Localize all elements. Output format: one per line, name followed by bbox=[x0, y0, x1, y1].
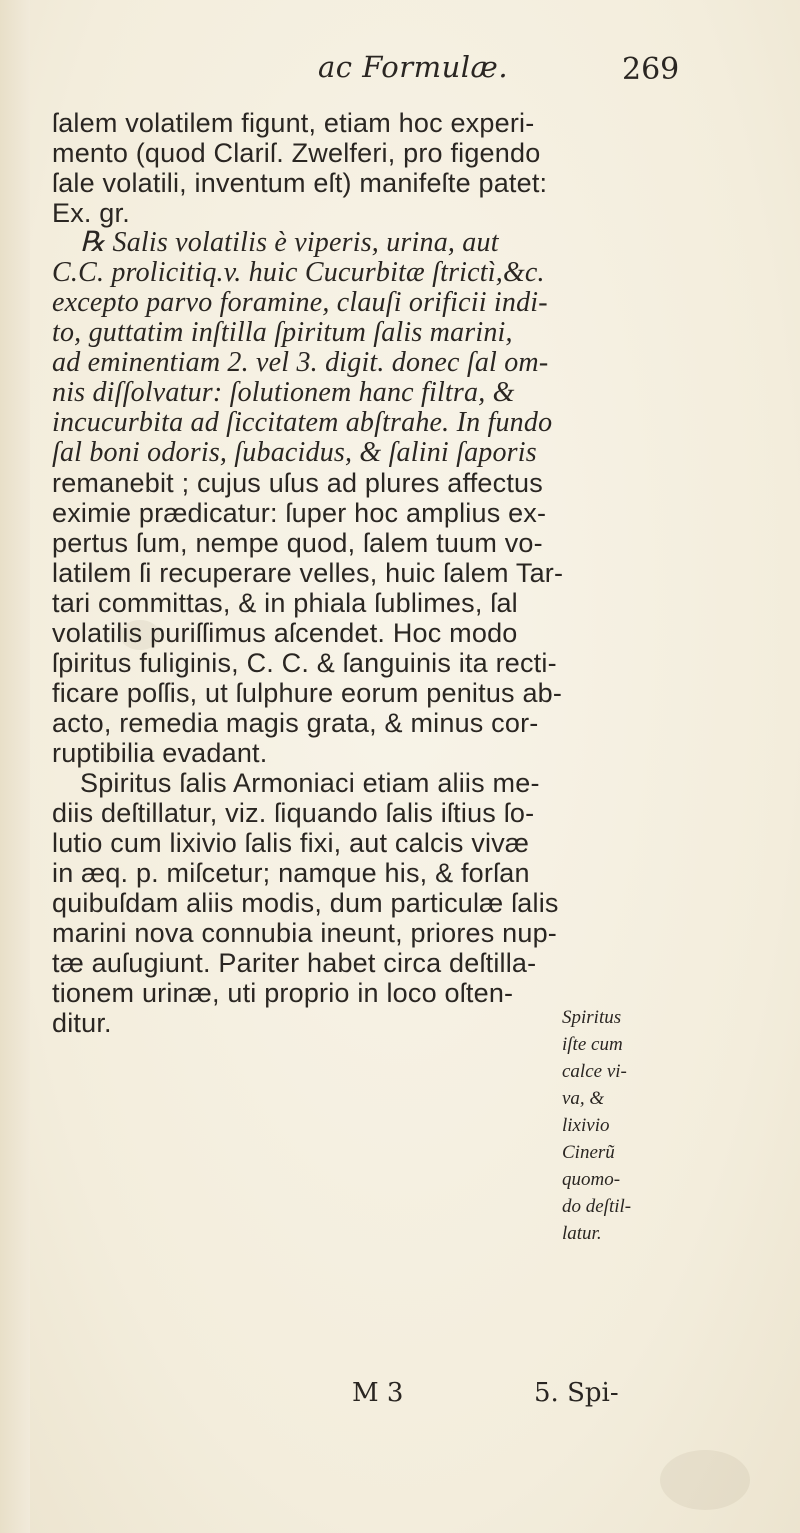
signature-mark: M 3 bbox=[352, 1378, 404, 1408]
margin-note-line: quomo- bbox=[562, 1169, 621, 1190]
text-line: ſale volatili, inventum eſt) manifeſte patet: bbox=[52, 168, 548, 198]
text-line: ℞ Salis volatilis è viperis, urina, aut bbox=[80, 227, 499, 258]
margin-note-line: latur. bbox=[562, 1223, 602, 1244]
text-line: lutio cum lixivio ſalis fixi, aut calcis vivæ bbox=[52, 828, 530, 858]
text-line: in æq. p. miſcetur; namque his, & forſan bbox=[52, 858, 530, 888]
page-number: 269 bbox=[622, 52, 680, 87]
text-line: marini nova connubia ineunt, priores nup- bbox=[52, 918, 557, 948]
text-line: excepto parvo foramine, clauſi orificii indi- bbox=[52, 287, 548, 318]
text-line: volatilis puriſſimus aſcendet. Hoc modo bbox=[52, 618, 518, 648]
text-line: C.C. prolicitiq.v. huic Cucurbitæ ſtrictì,&c. bbox=[52, 257, 545, 288]
margin-note-line: do deſtil- bbox=[562, 1196, 632, 1217]
text-line: ſal boni odoris, ſubacidus, & ſalini ſaporis bbox=[52, 437, 537, 468]
text-line: nis diſſolvatur: ſolutionem hanc filtra, & bbox=[52, 377, 515, 408]
text-line: mento (quod Clariſ. Zwelferi, pro figendo bbox=[52, 138, 541, 168]
margin-note bbox=[562, 1004, 702, 1247]
text-line: tæ auſugiunt. Pariter habet circa deſtilla- bbox=[52, 948, 537, 978]
paper-stain bbox=[660, 1450, 750, 1510]
text-line: ruptibilia evadant. bbox=[52, 738, 268, 768]
page-footer bbox=[0, 1378, 800, 1418]
catchword: 5. Spi- bbox=[534, 1378, 619, 1408]
margin-note-line: lixivio bbox=[562, 1115, 610, 1136]
text-line: acto, remedia magis grata, & minus cor- bbox=[52, 708, 539, 738]
running-title: ac Formulæ. bbox=[318, 50, 509, 84]
text-line: Spiritus ſalis Armoniaci etiam aliis me- bbox=[80, 768, 540, 798]
page-header bbox=[0, 50, 800, 90]
text-line: ad eminentiam 2. vel 3. digit. donec ſal om- bbox=[52, 347, 549, 378]
body-text bbox=[52, 108, 564, 1038]
text-line: ditur. bbox=[52, 1008, 112, 1038]
text-line: ſalem volatilem figunt, etiam hoc experi- bbox=[52, 108, 535, 138]
text-line: quibuſdam aliis modis, dum particulæ ſalis bbox=[52, 888, 559, 918]
text-line: incucurbita ad ſiccitatem abſtrahe. In fundo bbox=[52, 407, 553, 438]
margin-note-line: va, & bbox=[562, 1088, 605, 1109]
text-line: pertus ſum, nempe quod, ſalem tuum vo- bbox=[52, 528, 543, 558]
text-line: tari committas, & in phiala ſublimes, ſal bbox=[52, 588, 518, 618]
margin-note-line: iſte cum bbox=[562, 1034, 623, 1055]
text-line: Ex. gr. bbox=[52, 198, 130, 228]
page-gutter bbox=[0, 0, 30, 1533]
text-line: diis deſtillatur, viz. ſiquando ſalis iſtius ſo- bbox=[52, 798, 535, 828]
text-line: to, guttatim inſtilla ſpiritum ſalis marini, bbox=[52, 317, 513, 348]
text-line: ficare poſſis, ut ſulphure eorum penitus ab- bbox=[52, 678, 563, 708]
text-line: eximie prædicatur: ſuper hoc amplius ex- bbox=[52, 498, 547, 528]
text-line: tionem urinæ, uti proprio in loco oſten- bbox=[52, 978, 514, 1008]
margin-note-line: Spiritus bbox=[562, 1007, 622, 1028]
text-line: ſpiritus fuliginis, C. C. & ſanguinis ita recti- bbox=[52, 648, 557, 678]
text-line: latilem ſi recuperare velles, huic ſalem Tar- bbox=[52, 558, 564, 588]
text-line: remanebit ; cujus uſus ad plures affectus bbox=[52, 468, 543, 498]
margin-note-line: calce vi- bbox=[562, 1061, 627, 1082]
margin-note-line: Cinerũ bbox=[562, 1142, 615, 1163]
